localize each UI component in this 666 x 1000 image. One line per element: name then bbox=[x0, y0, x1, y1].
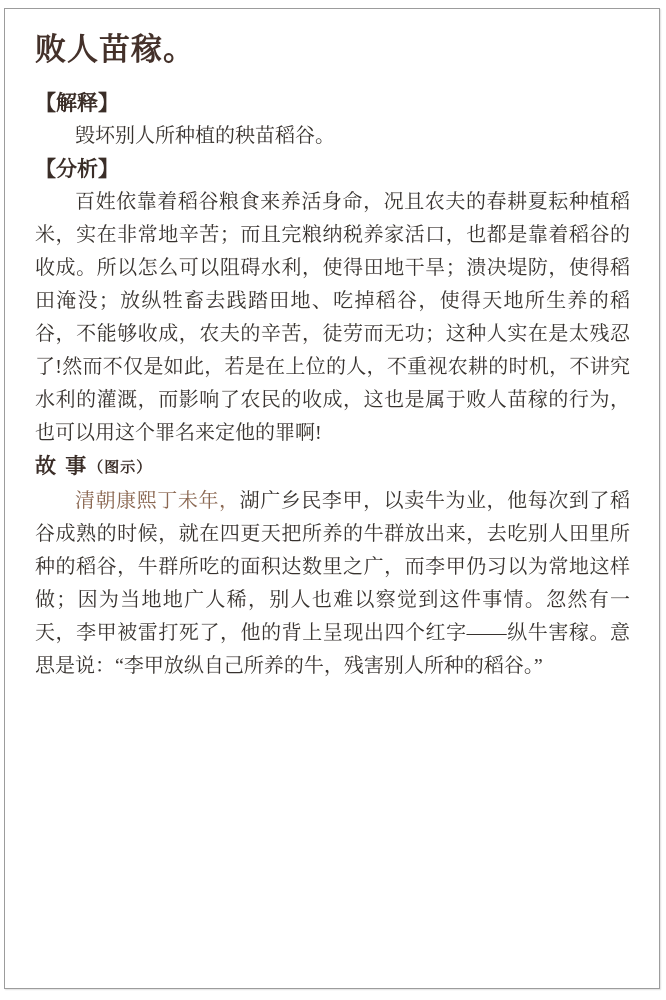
section-heading-story bbox=[35, 450, 630, 485]
story-body-text: 湖广乡民李甲，以卖牛为业，他每次到了稻谷成熟的时候，就在四更天把所养的牛群放出来，去吃别人田里所种的稻谷，牛群所吃的面积达数里之广，而李甲仍习以为常地这样做；因为当地地广人稀，别人也难以察觉到这件事情。忽然有一天，李甲被雷打死了，他的背上呈现出四个红字——纵牛害稼。意思是说：“李甲放纵自己所养的牛，残害别人所种的稻谷。” bbox=[35, 490, 631, 677]
explain-text: 毁坏别人所种植的秧苗稻谷。 bbox=[75, 125, 335, 147]
story-text bbox=[35, 485, 630, 683]
section-heading-analysis: 【分析】 bbox=[35, 157, 119, 181]
section-heading-explain: 【解释】 bbox=[35, 91, 119, 115]
page-title: 败人苗稼。 bbox=[35, 32, 195, 67]
analysis-text: 百姓依靠着稻谷粮食来养活身命，况且农夫的春耕夏耘种植稻米，实在非常地辛苦；而且完粮纳税养家活口，也都是靠着稻谷的收成。所以怎么可以阻碍水利，使得田地干旱；溃决堤防，使得稻田淹没；放纵牲畜去践踏田地、吃掉稻谷，使得天地所生养的稻谷，不能够收成，农夫的辛苦，徒劳而无功；这种人实在是太残忍了!然而不仅是如此，若是在上位的人，不重视农耕的时机，不讲究水利的灌溉，而影响了农民的收成，这也是属于败人苗稼的行为，也可以用这个罪名来定他的罪啊! bbox=[35, 191, 630, 444]
page-content bbox=[5, 9, 659, 683]
scanned-page bbox=[4, 8, 660, 989]
story-lead-text: 清朝康熙丁未年， bbox=[75, 490, 240, 512]
story-heading-sub: （图示） bbox=[88, 460, 153, 476]
story-heading-main: 故 事 bbox=[35, 454, 89, 478]
